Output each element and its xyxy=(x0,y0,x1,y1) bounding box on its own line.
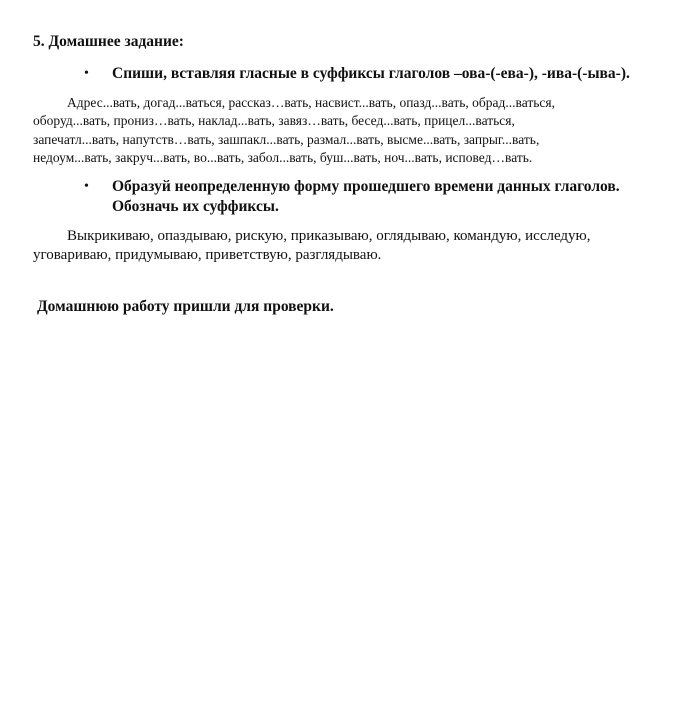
closing-note: Домашнюю работу пришли для проверки. xyxy=(37,298,334,315)
task1-word-list xyxy=(33,94,685,167)
section-heading: 5. Домашнее задание: xyxy=(33,33,184,50)
task2-word-list xyxy=(33,227,685,265)
task1-word-line: недоум...вать, закруч...вать, во...вать, забол...вать, буш...вать, ноч...вать, исповед…вать. xyxy=(33,149,533,165)
task2-bullet-item xyxy=(84,177,685,217)
bullet-icon: • xyxy=(84,66,89,81)
task1-word-line: Адрес...вать, догад...ваться, рассказ…вать, насвист...вать, опазд...вать, обрад...ваться, xyxy=(67,95,555,110)
task2-instruction-line: Образуй неопределенную форму прошедшего времени данных глаголов. xyxy=(112,178,620,195)
task2-instruction-line: Обозначь их суффиксы. xyxy=(112,198,279,215)
bullet-icon: • xyxy=(84,179,89,194)
task2-word-line: уговариваю, придумываю, приветствую, разглядываю. xyxy=(33,247,382,263)
task1-word-line: оборуд...вать, прониз…вать, наклад...вать, завяз…вать, бесед...вать, прицел...ваться, xyxy=(33,113,515,129)
task1-word-line: запечатл...вать, напутств…вать, зашпакл...вать, размал...вать, высме...вать, запрыг...вать, xyxy=(33,131,540,147)
task1-instruction: Спиши, вставляя гласные в суффиксы глаголов –ова-(-ева-), -ива-(-ыва-). xyxy=(112,65,630,82)
task2-instruction xyxy=(112,177,620,217)
task2-word-line: Выкрикиваю, опаздываю, рискую, приказываю, оглядываю, командую, исследую, xyxy=(67,228,591,244)
task1-bullet-item xyxy=(84,64,685,84)
